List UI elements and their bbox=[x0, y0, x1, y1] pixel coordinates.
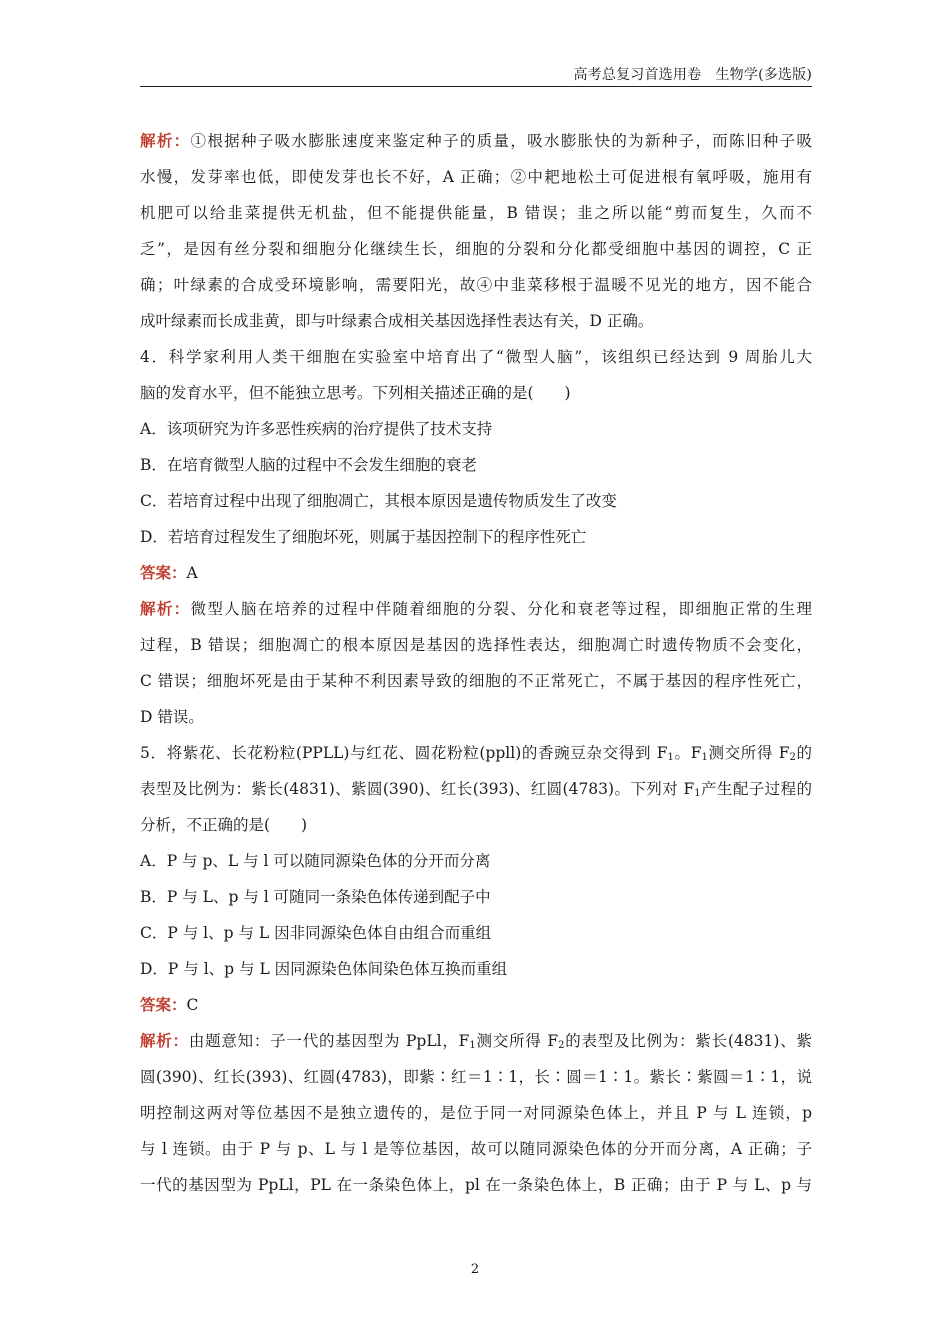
q5-analysis-line: 明控制这两对等位基因不是独立遗传的，是位于同一对同源染色体上，并且 P 与 L 连锁，p bbox=[140, 1104, 812, 1122]
q5-option-a: A．P 与 p、L 与 l 可以随同源染色体的分开而分离 bbox=[140, 852, 491, 870]
q5-stem-line: 分析，不正确的是( ) bbox=[140, 816, 308, 834]
q4-stem-line: 脑的发育水平，但不能独立思考。下列相关描述正确的是( ) bbox=[140, 384, 571, 402]
q4-analysis-line: 过程，B 错误；细胞凋亡的根本原因是基因的选择性表达，细胞凋亡时遗传物质不会变化， bbox=[140, 636, 812, 654]
q3-analysis-line: 确；叶绿素的合成受环境影响，需要阳光，故④中韭菜移根于温暖不见光的地方，因不能合 bbox=[140, 276, 812, 294]
analysis-label: 解析： bbox=[140, 599, 191, 618]
q5-option-b: B．P 与 L、p 与 l 可随同一条染色体传递到配子中 bbox=[140, 888, 491, 906]
answer-label: 答案： bbox=[140, 563, 187, 582]
q4-option-d: D．若培育过程发生了细胞坏死，则属于基因控制下的程序性死亡 bbox=[140, 528, 587, 546]
q5-analysis-line: 解析：由题意知：子一代的基因型为 PpLl，$F_1$测交所得 $F_2$的表型及比例为：紫长(4831)、紫 bbox=[140, 1031, 812, 1051]
page-number: 2 bbox=[470, 1262, 480, 1277]
analysis-label: 解析： bbox=[140, 1031, 189, 1050]
q4-stem-line: 4．科学家利用人类干细胞在实验室中培育出了“微型人脑”，该组织已经达到 9 周胎儿大 bbox=[140, 348, 812, 366]
q4-option-b: B．在培育微型人脑的过程中不会发生细胞的衰老 bbox=[140, 456, 477, 474]
q5-answer bbox=[140, 987, 812, 1023]
answer-value: A bbox=[186, 564, 198, 582]
running-header: 高考总复习首选用卷 生物学(多选版) bbox=[573, 67, 812, 83]
q4-option-a: A．该项研究为许多恶性疾病的治疗提供了技术支持 bbox=[140, 420, 493, 438]
q4-analysis-line: C 错误；细胞坏死是由于某种不利因素导致的细胞的不正常死亡，不属于基因的程序性死亡， bbox=[140, 672, 812, 690]
q5-analysis-line: 圆(390)、红长(393)、红圆(4783)，即紫∶红＝1∶1，长∶圆＝1∶1。紫长∶紫圆＝1∶1，说 bbox=[140, 1068, 812, 1086]
q4-analysis-line: D 错误。 bbox=[140, 708, 204, 726]
q5-stem-line: 5．将紫花、长花粉粒(PPLL)与红花、圆花粉粒(ppll)的香豌豆杂交得到 $F_1$。$F_1$测交所得 $F_2$的 bbox=[140, 744, 812, 763]
q5-analysis-line: 一代的基因型为 PpLl，PL 在一条染色体上，pl 在一条染色体上，B 正确；由于 P 与 L、p 与 bbox=[140, 1176, 812, 1194]
page-content bbox=[140, 123, 812, 1203]
q5-stem-line: 表型及比例为：紫长(4831)、紫圆(390)、红长(393)、红圆(4783)。下列对 $F_1$产生配子过程的 bbox=[140, 780, 812, 799]
answer-label: 答案： bbox=[140, 995, 187, 1014]
q5-analysis-line: 与 l 连锁。由于 P 与 p、L 与 l 是等位基因，故可以随同源染色体的分开而分离，A 正确；子 bbox=[140, 1140, 812, 1158]
answer-value: C bbox=[186, 996, 199, 1014]
q3-analysis-line: 成叶绿素而长成韭黄，即与叶绿素合成相关基因选择性表达有关，D 正确。 bbox=[140, 312, 654, 330]
header-rule bbox=[140, 86, 812, 87]
q4-analysis-line: 解析：微型人脑在培养的过程中伴随着细胞的分裂、分化和衰老等过程，即细胞正常的生理 bbox=[140, 599, 812, 618]
q5-option-c: C．P 与 l、p 与 L 因非同源染色体自由组合而重组 bbox=[140, 924, 492, 942]
q3-analysis-line: 水慢，发芽率也低，即使发芽也长不好，A 正确；②中耙地松土可促进根有氧呼吸，施用有 bbox=[140, 168, 812, 186]
analysis-label: 解析： bbox=[140, 131, 191, 150]
q3-analysis-line: 乏”，是因有丝分裂和细胞分化继续生长，细胞的分裂和分化都受细胞中基因的调控，C 正 bbox=[140, 240, 812, 258]
q3-analysis-line: 机肥可以给韭菜提供无机盐，但不能提供能量，B 错误；韭之所以能“剪而复生，久而不 bbox=[140, 204, 812, 222]
q3-analysis-line: 解析：①根据种子吸水膨胀速度来鉴定种子的质量，吸水膨胀快的为新种子，而陈旧种子吸 bbox=[140, 131, 812, 150]
q5-option-d: D．P 与 l、p 与 L 因同源染色体间染色体互换而重组 bbox=[140, 960, 508, 978]
q4-answer bbox=[140, 555, 812, 591]
q4-option-c: C．若培育过程中出现了细胞凋亡，其根本原因是遗传物质发生了改变 bbox=[140, 492, 617, 510]
